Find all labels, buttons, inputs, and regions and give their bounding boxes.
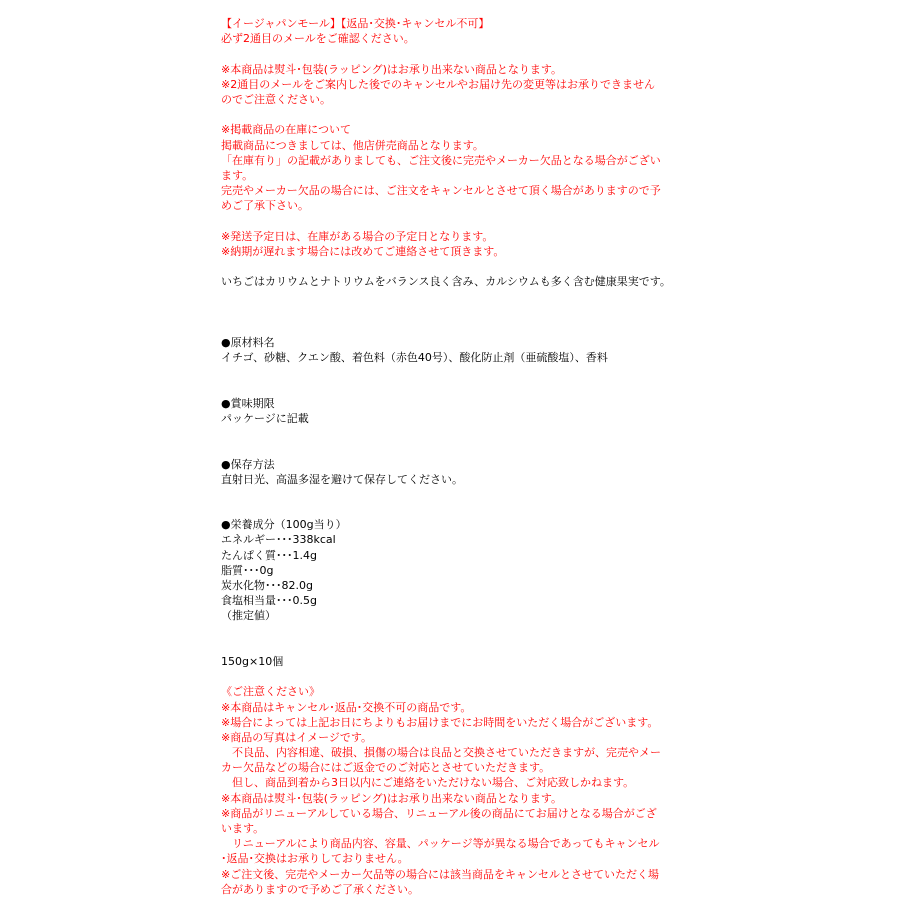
- caution-line: ※ご注文後、完売やメーカー欠品等の場合には該当商品をキャンセルとさせていただく場: [221, 867, 659, 881]
- ingredients-value: イチゴ、砂糖、クエン酸、着色料（赤色40号）、酸化防止剤（亜硫酸塩）、香料: [221, 351, 608, 365]
- caution-line: ※商品がリニューアルしている場合、リニューアル後の商品にてお届けとなる場合がござ: [221, 806, 657, 820]
- caution-line: ※本商品は熨斗･包装(ラッピング)はお承り出来ない商品となります。: [221, 791, 562, 805]
- caution-line: 不良品、内容相違、破損、損傷の場合は良品と交換させていただきますが、完売やメー: [221, 746, 661, 760]
- product-description: [221, 274, 671, 289]
- order-notice: [221, 62, 661, 108]
- notice-line: ※納期が遅れます場合には改めてご連絡させて頂きます。: [221, 244, 505, 258]
- best-before-heading: ●賞味期限: [221, 396, 275, 410]
- package-section: [221, 654, 661, 669]
- notice-line: 「在庫有り」の記載がありましても、ご注文後に完売やメーカー欠品となる場合がござい: [221, 153, 661, 167]
- ingredients-section: [221, 335, 661, 365]
- nutrition-note: （推定値）: [221, 609, 276, 623]
- caution-line: ･返品･交換はお承りしておりません。: [221, 852, 409, 866]
- confirm-email-notice: 必ず2通目のメールをご確認ください。: [221, 32, 415, 46]
- caution-section: [221, 684, 661, 897]
- nutrition-heading: ●栄養成分（100g当り）: [221, 518, 347, 532]
- notice-line: のでご注意ください。: [221, 92, 331, 106]
- stock-notice-heading: ※掲載商品の在庫について: [221, 123, 351, 137]
- notice-line: 完売やメーカー欠品の場合には、ご注文をキャンセルとさせて頂く場合がありますので予: [221, 184, 661, 198]
- stock-notice: [221, 122, 661, 213]
- package-size: 150g×10個: [221, 654, 284, 668]
- storage-section: [221, 457, 661, 487]
- nutrition-item: たんぱく質･･･1.4g: [221, 548, 317, 562]
- notice-line: ※2通目のメールをご案内した後でのキャンセルやお届け先の変更等はお承りできません: [221, 77, 655, 91]
- best-before-value: パッケージに記載: [221, 411, 309, 425]
- nutrition-item: 食塩相当量･･･0.5g: [221, 594, 317, 608]
- caution-line: 但し、商品到着から3日以内にご連絡をいただけない場合、ご対応致しかねます。: [221, 776, 635, 790]
- product-description-text: いちごはカリウムとナトリウムをバランス良く含み、カルシウムも多く含む健康果実です。: [221, 275, 671, 289]
- header-notice: [221, 16, 661, 46]
- caution-line: います。: [221, 822, 265, 836]
- notice-line: ※発送予定日は、在庫がある場合の予定日となります。: [221, 229, 494, 243]
- caution-line: ※本商品はキャンセル･返品･交換不可の商品です。: [221, 700, 472, 714]
- notice-line: ※本商品は熨斗･包装(ラッピング)はお承り出来ない商品となります。: [221, 62, 562, 76]
- caution-line: リニューアルにより商品内容、容量、パッケージ等が異なる場合であってもキャンセル: [221, 837, 660, 851]
- caution-line: ※場合によっては上記お日にちよりもお届けまでにお時間をいただく場合がございます。: [221, 715, 659, 729]
- shipping-notice: [221, 229, 661, 259]
- notice-line: めご了承下さい。: [221, 199, 309, 213]
- storage-value: 直射日光、高温多湿を避けて保存してください。: [221, 472, 463, 486]
- notice-line: ます。: [221, 168, 254, 182]
- caution-line: カー欠品などの場合にはご返金でのご対応とさせていただきます。: [221, 761, 551, 775]
- caution-heading: 《ご注意ください》: [221, 685, 320, 699]
- nutrition-item: 脂質･･･0g: [221, 563, 274, 577]
- nutrition-section: [221, 517, 661, 623]
- best-before-section: [221, 396, 661, 426]
- ingredients-heading: ●原材料名: [221, 335, 275, 349]
- notice-line: 掲載商品につきましては、他店併売商品となります。: [221, 138, 484, 152]
- mall-notice-title: 【イージャパンモール】【返品･交換･キャンセル不可】: [221, 17, 490, 30]
- storage-heading: ●保存方法: [221, 457, 275, 471]
- caution-line: ※商品の写真はイメージです。: [221, 730, 373, 744]
- nutrition-item: エネルギー･･･338kcal: [221, 533, 336, 547]
- nutrition-item: 炭水化物･･･82.0g: [221, 579, 313, 593]
- caution-line: 合がありますので予めご了承ください。: [221, 882, 419, 896]
- product-description-document: [221, 16, 671, 897]
